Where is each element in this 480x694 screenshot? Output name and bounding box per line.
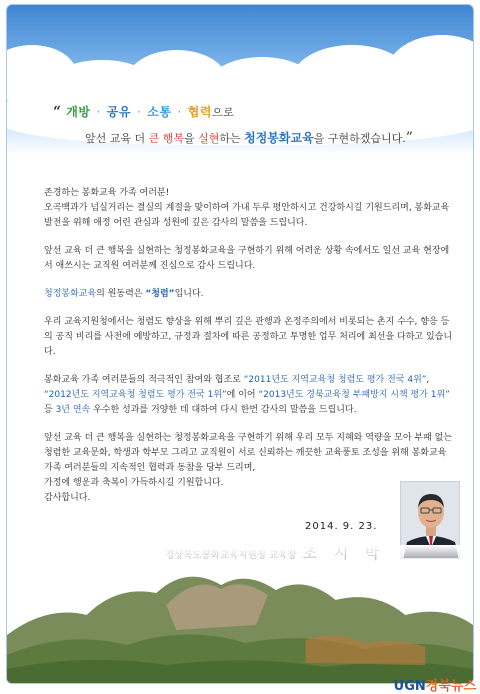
letter-body	[44, 186, 454, 519]
close-quote: ”	[405, 130, 413, 146]
closing-thanks: 감사합니다.	[44, 493, 91, 503]
slogan-word-open: 개방	[66, 105, 91, 119]
slogan-word-share: 공유	[106, 105, 131, 119]
achievement-3-years: 3년 연속	[55, 405, 91, 415]
integrity-mid: 의 원동력은	[96, 289, 146, 299]
integrity-key: “청렴”	[145, 289, 175, 299]
footer-logo	[394, 675, 476, 694]
mission-suffix: 을 구현하겠습니다.	[313, 132, 406, 145]
mission-prefix: 앞선 교육 더	[85, 132, 149, 145]
letter-card	[6, 4, 474, 684]
slogan-mission	[85, 129, 413, 146]
closing-wish: 가정에 행운과 축복이 가득하시길 기원합니다.	[44, 478, 224, 488]
footer-logo-ugn: UGN	[393, 679, 426, 694]
paragraph-closing	[44, 431, 454, 506]
open-quote: “	[53, 104, 62, 120]
achievements-d: 등	[44, 405, 56, 415]
paragraph-achievements	[44, 373, 454, 418]
mission-mid2: 하는	[219, 132, 245, 145]
achievement-2011: “2011년도 지역교육청 청렴도 평가 전국 4위”	[243, 375, 427, 385]
integrity-end: 입니다.	[174, 289, 204, 299]
achievements-c: 에 이어	[226, 390, 259, 400]
achievement-2013: “2013년도 경북교육청 부패방지 시책 평가 1위”	[258, 390, 450, 400]
achievements-b: ,	[426, 375, 430, 385]
mission-highlight-realize: 실현	[198, 132, 220, 145]
slogan-word-cooperate: 협력	[187, 105, 212, 119]
closing-text: 앞선 교육 더 큰 행복을 실현하는 청정봉화교육을 구현하기 위해 우리 모두 지혜와 역량을 모아 부패 없는 청렴한 교육문화, 학생과 학부모 그리고 교직원이 서로 신뢰하는 깨끗한 교육풍토 조성을 위해 봉화교육 가족 여러분들의 지속적인 협력과 동참을 당부 드리며,	[44, 433, 453, 473]
greeting-line: 존경하는 봉화교육 가족 여러분!	[44, 188, 170, 198]
integrity-brand: 청정봉화교육	[44, 289, 97, 299]
slogan-separator: ·	[177, 105, 182, 119]
mission-highlight-happiness: 큰 행복	[148, 132, 184, 145]
greeting-text: 오곡백과가 넘실거리는 결실의 계절을 맞이하여 가내 두루 평안하시고 건강하시길 기원드리며, 봉화교육 발전을 위해 애정 어린 관심과 성원에 깊은 감사의 말씀을 드립니다.	[44, 203, 450, 228]
mountain-landscape	[7, 545, 473, 683]
paragraph-thanks: 앞선 교육 더 큰 행복을 실현하는 청정봉화교육을 구현하기 위해 어려운 상황 속에서도 일선 교육 현장에서 애쓰시는 교직원 여러분께 진심으로 감사 드립니다.	[44, 246, 450, 271]
slogan-word-communicate: 소통	[147, 105, 172, 119]
achievements-a: 봉화교육 가족 여러분들의 적극적인 참여와 협조로	[44, 375, 244, 385]
achievement-2012: “2012년도 지역교육청 청렴도 평가 전국 1위”	[44, 390, 227, 400]
achievements-e: 우수한 성과를 거양한 데 대하여 다시 한번 감사의 말씀을 드립니다.	[90, 405, 357, 415]
slogan-separator: ·	[96, 105, 101, 119]
paragraph-integrity	[44, 287, 454, 302]
slogan-keywords	[53, 103, 234, 120]
letter-date: 2014. 9. 23.	[305, 521, 378, 532]
slogan-tail: 으로	[211, 106, 235, 119]
paragraph-efforts: 우리 교육지원청에서는 청렴도 향상을 위해 뿌리 깊은 관행과 온정주의에서 비롯되는 촌지 수수, 향응 등의 공직 비리를 사전에 예방하고, 규정과 절차에 따른 공정하고 투명한 업무 처리에 최선을 다하고 있습니다.	[44, 317, 453, 357]
mission-brand: 청정봉화교육	[244, 131, 314, 145]
slogan-separator: ·	[136, 105, 142, 119]
mission-mid1: 을	[184, 132, 199, 145]
footer-logo-news: 경북뉴스	[425, 679, 476, 694]
paragraph-greeting	[44, 186, 454, 231]
